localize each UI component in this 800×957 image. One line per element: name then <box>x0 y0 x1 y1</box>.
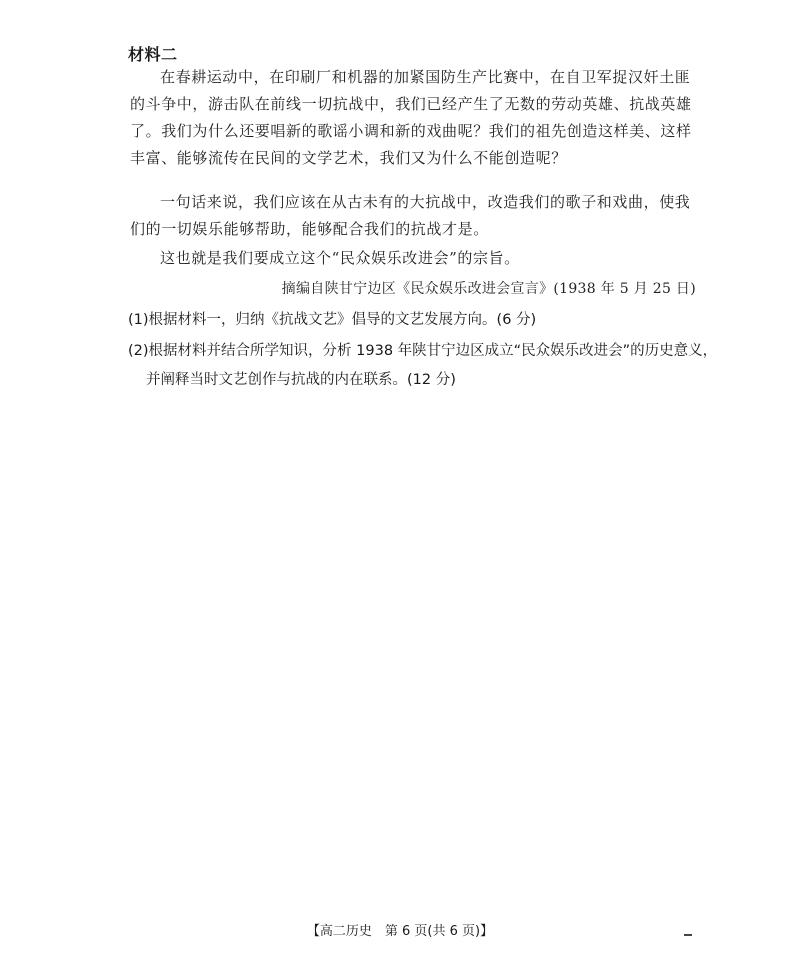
material-heading: 材料二 <box>128 45 178 64</box>
question-1: (1)根据材料一，归纳《抗战文艺》倡导的文艺发展方向。(6 分) <box>128 312 537 328</box>
scan-corner-mark <box>684 934 692 936</box>
page-footer: 【高二历史 第 6 页(共 6 页)】 <box>306 924 494 939</box>
material-paragraph-3: 这也就是我们要成立这个“民众娱乐改进会”的宗旨。 <box>160 249 520 267</box>
material-paragraph-1: 在春耕运动中，在印刷厂和机器的加紧国防生产比赛中，在自卫军捉汉奸土匪的斗争中，游击队在前线一切抗战中，我们已经产生了无数的劳动英雄、抗战英雄了。我们为什么还要唱新的歌谣小调和新的戏曲呢？我们的祖先创造这样美、这样丰富、能够流传在民间的文学艺术，我们又为什么不能创造呢？ <box>130 68 692 167</box>
material-source-citation: 摘编自陕甘宁边区《民众娱乐改进会宣言》(1938 年 5 月 25 日) <box>281 281 696 297</box>
question-2-line-2: 并阐释当时文艺创作与抗战的内在联系。(12 分) <box>146 372 456 388</box>
question-2-line-1: (2)根据材料并结合所学知识，分析 1938 年陕甘宁边区成立“民众娱乐改进会”的历史意义， <box>128 343 718 359</box>
material-paragraph-2: 一句话来说，我们应该在从古未有的大抗战中，改造我们的歌子和戏曲，使我们的一切娱乐能够帮助，能够配合我们的抗战才是。 <box>130 193 691 238</box>
